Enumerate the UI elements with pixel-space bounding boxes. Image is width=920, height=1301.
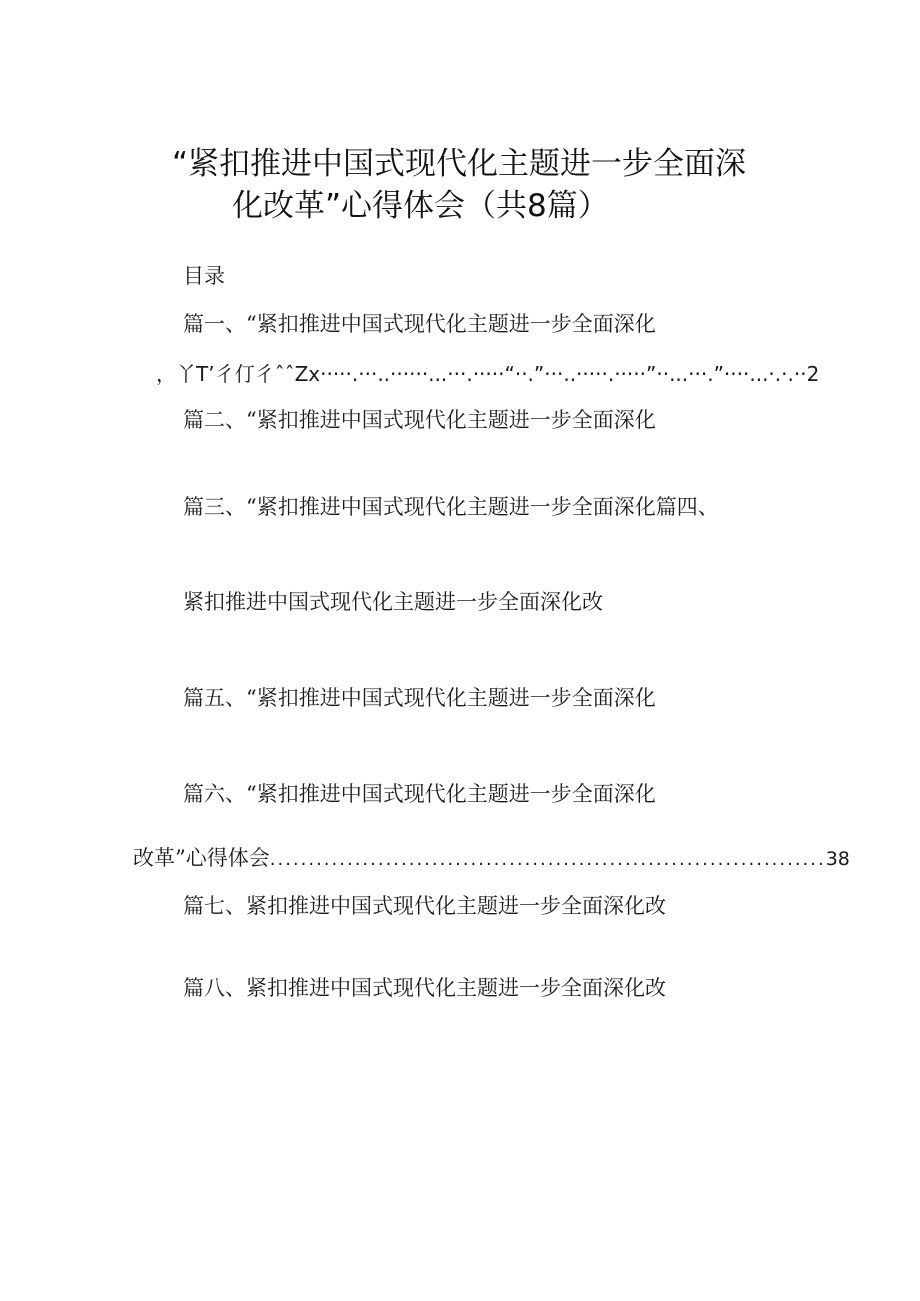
- toc-entry-1[interactable]: 篇一、“紧扣推进中国式现代化主题进一步全面深化: [183, 312, 656, 336]
- toc-page-number: 38: [825, 848, 850, 870]
- toc-entry-6-continuation: 改革”心得体会: [133, 846, 270, 870]
- toc-entry-7[interactable]: 篇七、紧扣推进中国式现代化主题进一步全面深化改: [183, 894, 666, 918]
- toc-entry-6-leader[interactable]: [133, 844, 850, 874]
- document-title-line-1: “紧扣推进中国式现代化主题进一步全面深: [172, 146, 747, 182]
- toc-entry-5[interactable]: 篇五、“紧扣推进中国式现代化主题进一步全面深化: [183, 686, 656, 710]
- toc-entry-8[interactable]: 篇八、紧扣推进中国式现代化主题进一步全面深化改: [183, 976, 666, 1000]
- toc-entry-6[interactable]: 篇六、“紧扣推进中国式现代化主题进一步全面深化: [183, 782, 656, 806]
- toc-entry-1-leader[interactable]: ，丫T’彳仃彳ˆˆZx·····.···..······...···.·····“··.”···..·····.·····”··...···.”····...·.·.··2: [156, 362, 820, 386]
- toc-heading: 目录: [183, 264, 225, 288]
- document-title-line-2: 化改革”心得体会（共8篇）: [232, 188, 609, 224]
- toc-leader-dots: ........................................................................: [269, 849, 826, 870]
- toc-entry-2[interactable]: 篇二、“紧扣推进中国式现代化主题进一步全面深化: [183, 408, 656, 432]
- toc-entry-4[interactable]: 紧扣推进中国式现代化主题进一步全面深化改: [183, 590, 603, 614]
- toc-entry-3[interactable]: 篇三、“紧扣推进中国式现代化主题进一步全面深化篇四、: [183, 495, 719, 519]
